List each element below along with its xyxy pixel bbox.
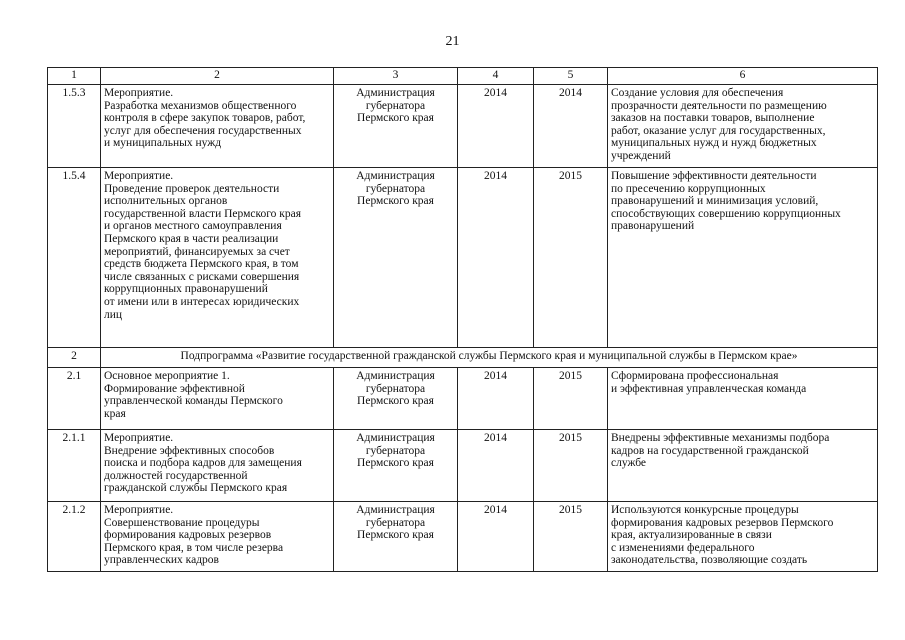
executor-cell (334, 368, 458, 430)
result-line: формирования кадровых резервов Пермского (611, 516, 834, 529)
activity-line: Формирование эффективной (104, 382, 245, 395)
result-line: Используются конкурсные процедуры (611, 504, 799, 516)
result-line: законодательства, позволяющие создать (611, 554, 808, 567)
result-line: службе (611, 457, 647, 470)
header-cell: 6 (608, 68, 878, 85)
activity-line: контроля в сфере закупок товаров, работ, (104, 112, 306, 125)
start-year: 2014 (458, 168, 534, 348)
activity-line: формирования кадровых резервов (104, 529, 272, 542)
row-number: 2 (48, 348, 101, 368)
table-row (48, 85, 878, 168)
activity-line: государственной власти Пермского края (104, 207, 302, 220)
activity-line: Внедрение эффективных способов (104, 444, 275, 457)
activity-line: Проведение проверок деятельности (104, 182, 280, 195)
executor-cell (334, 502, 458, 572)
activity-line: поиска и подбора кадров для замещения (104, 457, 302, 470)
row-number: 2.1.2 (48, 502, 101, 572)
activity-line: Основное мероприятие 1. (104, 370, 230, 382)
end-year: 2015 (534, 502, 608, 572)
activity-line: должностей государственной (104, 469, 248, 482)
result-cell (608, 430, 878, 502)
activity-cell (101, 85, 334, 168)
result-line: по пресечению коррупционных (611, 182, 766, 195)
executor-cell (334, 168, 458, 348)
executor-line: Администрация (356, 170, 435, 182)
activity-line: и муниципальных нужд (104, 137, 222, 150)
activity-line: от имени или в интересах юридических (104, 295, 300, 308)
executor-line: Пермского края (357, 395, 434, 408)
activity-line: лиц (104, 308, 123, 321)
activity-line: средств бюджета Пермского края, в том (104, 258, 299, 271)
result-line: муниципальных нужд и нужд бюджетных (611, 137, 817, 150)
result-line: Создание условия для обеспечения (611, 87, 784, 99)
result-line: правонарушений и минимизация условий, (611, 195, 819, 208)
activity-line: Мероприятие. (104, 504, 174, 516)
activity-line: Пермского края в части реализации (104, 232, 279, 245)
activity-line: исполнительных органов (104, 195, 228, 208)
start-year: 2014 (458, 368, 534, 430)
subprogram-title: Подпрограмма «Развитие государственной гражданской службы Пермского края и муниципальной службы в Пермском крае» (101, 348, 878, 368)
row-number: 2.1.1 (48, 430, 101, 502)
result-line: Внедрены эффективные механизмы подбора (611, 432, 830, 444)
activity-line: края (104, 407, 126, 420)
result-line: с изменениями федерального (611, 541, 755, 554)
executor-line: Пермского края (357, 457, 434, 470)
activity-cell (101, 168, 334, 348)
result-cell (608, 368, 878, 430)
end-year: 2015 (534, 368, 608, 430)
result-cell (608, 502, 878, 572)
executor-line: Администрация (356, 504, 435, 516)
executor-line: губернатора (365, 182, 426, 195)
result-line: правонарушений (611, 220, 695, 233)
activity-line: Мероприятие. (104, 170, 174, 182)
activity-line: услуг для обеспечения государственных (104, 124, 302, 137)
activity-line: коррупционных правонарушений (104, 283, 268, 296)
result-line: и эффективная управленческая команда (611, 382, 807, 395)
activity-line: Мероприятие. (104, 432, 174, 444)
executor-line: губернатора (365, 382, 426, 395)
header-cell: 5 (534, 68, 608, 85)
executor-line: Пермского края (357, 112, 434, 125)
executor-line: Администрация (356, 370, 435, 382)
executor-line: Администрация (356, 432, 435, 444)
end-year: 2015 (534, 168, 608, 348)
header-cell: 4 (458, 68, 534, 85)
row-number: 1.5.4 (48, 168, 101, 348)
subprogram-row (48, 348, 878, 368)
activity-line: Совершенствование процедуры (104, 516, 260, 529)
result-cell (608, 85, 878, 168)
result-line: прозрачности деятельности по размещению (611, 99, 827, 112)
executor-line: губернатора (365, 444, 426, 457)
result-line: кадров на государственной гражданской (611, 444, 809, 457)
activity-cell (101, 368, 334, 430)
activity-line: Пермского края, в том числе резерва (104, 541, 284, 554)
start-year: 2014 (458, 85, 534, 168)
end-year: 2014 (534, 85, 608, 168)
activity-cell (101, 502, 334, 572)
start-year: 2014 (458, 430, 534, 502)
activity-line: Разработка механизмов общественного (104, 99, 297, 112)
start-year: 2014 (458, 502, 534, 572)
executor-line: губернатора (365, 516, 426, 529)
header-cell: 3 (334, 68, 458, 85)
table-header-row (48, 68, 878, 85)
result-line: Повышение эффективности деятельности (611, 170, 817, 182)
table-row (48, 368, 878, 430)
result-cell (608, 168, 878, 348)
row-number: 1.5.3 (48, 85, 101, 168)
activity-line: управленческой команды Пермского (104, 395, 283, 408)
header-cell: 2 (101, 68, 334, 85)
result-line: способствующих совершению коррупционных (611, 207, 841, 220)
table-row (48, 168, 878, 348)
result-line: работ, оказание услуг для государственных, (611, 124, 826, 137)
executor-line: Пермского края (357, 529, 434, 542)
page-number: 21 (445, 34, 460, 49)
result-line: заказов на поставки товаров, выполнение (611, 112, 815, 125)
table-row (48, 430, 878, 502)
result-line: учреждений (611, 149, 671, 162)
activity-line: мероприятий, финансируемых за счет (104, 245, 290, 258)
executor-line: Пермского края (357, 195, 434, 208)
table-row (48, 502, 878, 572)
activity-line: числе связанных с рисками совершения (104, 270, 300, 283)
activity-line: гражданской службы Пермского края (104, 482, 288, 495)
executor-line: Администрация (356, 87, 435, 99)
activity-line: и органов местного самоуправления (104, 220, 282, 233)
executor-cell (334, 85, 458, 168)
result-line: края, актуализированные в связи (611, 529, 772, 542)
end-year: 2015 (534, 430, 608, 502)
activity-line: управленческих кадров (104, 554, 219, 567)
row-number: 2.1 (48, 368, 101, 430)
executor-line: губернатора (365, 99, 426, 112)
activity-cell (101, 430, 334, 502)
activity-line: Мероприятие. (104, 87, 174, 99)
executor-cell (334, 430, 458, 502)
result-line: Сформирована профессиональная (611, 370, 779, 382)
header-cell: 1 (48, 68, 101, 85)
activities-table (47, 67, 878, 572)
